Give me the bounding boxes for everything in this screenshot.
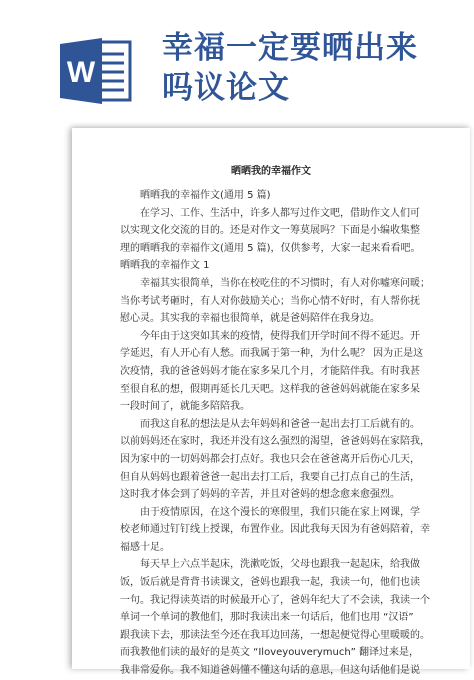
banner — [0, 0, 474, 125]
document-line: 次疫情，我的爸爸妈妈才能在家多呆几个月，才能陪伴我。有时我甚 — [120, 365, 420, 377]
document-line: 而我这自私的想法是从去年妈妈和爸爸一起出去打工后就有的。 — [140, 418, 420, 430]
document-line: 一句。我记得读英语的时候最开心了，爸妈年纪大了不会读，我读一个 — [120, 594, 430, 606]
document-line: 慰心灵。其实我的幸福也很简单，就是爸妈陪伴在我身边。 — [120, 313, 380, 325]
document-line: 因为家中的一切妈妈都会打点好。我也只会在爸爸离开后伤心几天， — [120, 453, 420, 465]
document-page — [72, 128, 470, 677]
document-body — [120, 187, 460, 680]
document-line: 当你考试考砸时，有人对你鼓励关心；当你心情不好时，有人帮你抚 — [120, 295, 420, 307]
document-line: 饭，饭后就是背背书读课文，爸妈也跟我一起，我读一句，他们也读 — [120, 577, 420, 589]
document-title: 晒晒我的幸福作文 — [231, 166, 311, 177]
document-line: 一段时间了，就能多陪陪我。 — [120, 401, 250, 413]
document-line: 晒晒我的幸福作文(通用 5 篇) — [140, 190, 271, 201]
banner-title — [162, 28, 462, 108]
document-line: 但自从妈妈也跟着爸爸一起出去打工后，我要自己打点自己的生活， — [120, 471, 420, 483]
document-line: 晒晒我的幸福作文 1 — [120, 260, 210, 272]
document-line: 校老师通过钉钉线上授课，布置作业。因此我每天因为有爸妈陪着，幸 — [120, 524, 430, 536]
banner-title-line1: 幸福一定要晒出来 — [162, 30, 418, 66]
document-line: 而我教他们读的最好的是英文 “Iloveyouverymuch” 翻译过来是， — [120, 647, 420, 659]
document-line: 单词一个单词的教他们，那时我读出来一句话后，他们也用 “汉语” — [120, 612, 414, 624]
document-line: 理的晒晒我的幸福作文(通用 5 篇)，仅供参考，大家一起来看看吧。 — [120, 242, 421, 254]
document-line: 福感十足。 — [120, 541, 170, 553]
word-document-icon — [58, 36, 134, 106]
document-line: 跟我读下去，那读法至今还在我耳边回荡，一想起便觉得心里暖暖的。 — [120, 629, 430, 641]
document-line: 以实现文化交流的目的。还是对作文一筹莫展吗？下面是小编收集整 — [120, 225, 420, 237]
document-line: 以前妈妈还在家时，我还并没有这么强烈的渴望，爸爸妈妈在家陪我， — [120, 436, 430, 448]
document-line: 我非常爱你。我不知道爸妈懂不懂这句话的意思，但这句话他们是说 — [120, 665, 420, 677]
document-line: 这时我才体会到了妈妈的辛苦，并且对爸妈的想念愈来愈强烈。 — [120, 489, 400, 501]
document-line: 今年由于这突如其来的疫情，使得我们开学时间不得不延迟。开 — [140, 330, 420, 342]
document-line: 至很自私的想，假期再延长几天吧。这样我的爸爸妈妈就能在家多呆 — [120, 383, 420, 395]
document-line: 学延迟，有人开心有人愁。而我属于第一种，为什么呢？ 因为正是这 — [120, 348, 424, 360]
document-line: 每天早上六点半起床，洗漱吃饭，父母也跟我一起起床，给我做 — [140, 559, 420, 571]
document-line: 由于疫情原因，在这个漫长的寒假里，我们只能在家上网课，学 — [140, 506, 420, 518]
banner-title-line2: 吗议论文 — [162, 70, 290, 106]
document-line: 幸福其实很简单，当你在校吃住的不习惯时，有人对你嘘寒问暖； — [140, 277, 430, 289]
word-icon-letter: W — [66, 56, 96, 89]
document-line: 在学习、工作、生活中，许多人都写过作文吧，借助作文人们可 — [140, 207, 420, 219]
